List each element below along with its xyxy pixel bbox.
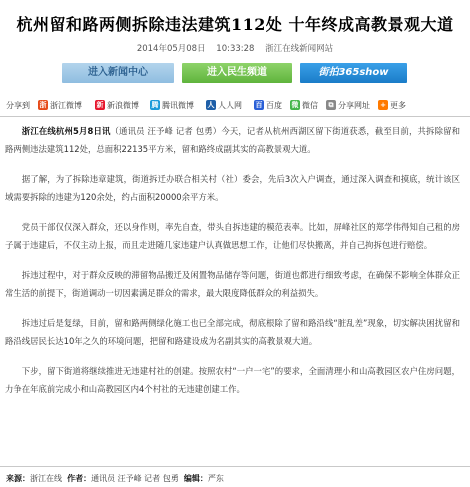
article-footer (6, 473, 466, 484)
editor-label: 编辑： (183, 474, 208, 483)
author-value: 通讯员 汪予峰 记者 包勇 (91, 474, 179, 483)
article-meta (0, 42, 470, 54)
paragraph-5: 拆违过后是复绿，目前，留和路两侧绿化施工也已全部完成，彻底根除了留和路沿线“脏乱差”现象，切实解决困扰留和路沿线居民长达10年之久的环境问题，把留和路建设成为名副其实的高教景观大道。 (5, 318, 460, 346)
link-icon: ⧉ (326, 100, 336, 110)
article-body (5, 122, 460, 410)
share-link[interactable]: ⧉ 分享网址 (326, 98, 370, 112)
paragraph-6: 下步，留下街道将继续推进无违建村社的创建。按照农村“一户一宅”的要求，全面清理小和山高教园区农户住房问题，力争在年底前完成小和山高教园区内4个村社的无违建创建工作。 (5, 366, 460, 394)
share-wechat[interactable]: 微 微信 (291, 100, 318, 110)
share-sina-weibo[interactable]: 新 新浪微博 (96, 100, 139, 110)
editor-value: 严东 (207, 474, 224, 483)
share-baidu[interactable]: 百 百度 (255, 100, 282, 110)
share-bar (0, 98, 470, 112)
source-label: 来源： (6, 474, 30, 483)
article-source: 浙江在线新闻网站 (265, 44, 334, 54)
publish-time: 10:33:28 (216, 44, 255, 54)
paragraph-1: 浙江在线杭州5月8日讯（通讯员 汪予峰 记者 包勇）今天，记者从杭州西湖区留下街道获悉，截至目前，共拆除留和路两侧违法建筑112处，总面积22135平方米，留和路终成副其实的高教景观大道。 (5, 126, 461, 154)
share-renren[interactable]: 人 人人网 (207, 100, 242, 110)
share-label: 分享到 (6, 101, 30, 110)
paragraph-2: 据了解，为了拆除违章建筑，街道拆迁办联合相关村（社）委会，先后3次入户调查，通过深入调查和摸底，统计该区域需要拆除的违建为120余处，约占面积20000余平方米。 (5, 174, 460, 202)
wechat-icon: 微 (291, 101, 299, 109)
more-icon: + (378, 100, 388, 110)
channel-banners (62, 63, 407, 83)
paragraph-3: 党员干部仅仅深入群众，还以身作则，率先自查，带头自拆违建的模范表率。比如，屏峰社区的郑学伟得知自己租的房子属于违建后，不仅主动上报，而且走进随几家违建户认真做思想工作，让他们尽快搬离，并自己拘拆包进行赔偿。 (5, 222, 460, 250)
footer-divider (0, 466, 470, 467)
street-show-banner[interactable]: 街拍365show (300, 63, 407, 83)
source-value: 浙江在线 (30, 474, 62, 483)
share-divider (0, 116, 470, 117)
dateline: 浙江在线杭州5月8日讯 (21, 126, 111, 136)
share-zhejiang-weibo[interactable]: 浙 浙江微博 (39, 100, 82, 110)
share-tencent-weibo[interactable]: 腾 腾讯微博 (151, 100, 194, 110)
publish-date: 2014年05月08日 (136, 44, 206, 54)
baidu-icon: 百 (255, 101, 263, 109)
tencent-weibo-icon: 腾 (151, 101, 159, 109)
paragraph-4: 拆违过程中，对于群众反映的滞留物品搬迁及闲置物品储存等问题，街道也都进行细致考虑，在确保不影响全体群众正常生活的前提下，街道调动一切因素满足群众的需求，最大限度降低群众的利益损失。 (5, 270, 460, 298)
renren-icon: 人 (207, 101, 215, 109)
zhejiang-weibo-icon: 浙 (39, 101, 47, 109)
author-label: 作者： (67, 474, 92, 483)
news-center-banner[interactable]: 进入新闻中心 (62, 63, 174, 83)
article-title: 杭州留和路两侧拆除违法建筑112处 十年终成高教景观大道 (16, 15, 454, 34)
livelihood-channel-banner[interactable]: 进入民生频道 (182, 63, 292, 83)
sina-weibo-icon: 新 (96, 101, 104, 109)
share-more[interactable]: + 更多 (378, 98, 406, 112)
